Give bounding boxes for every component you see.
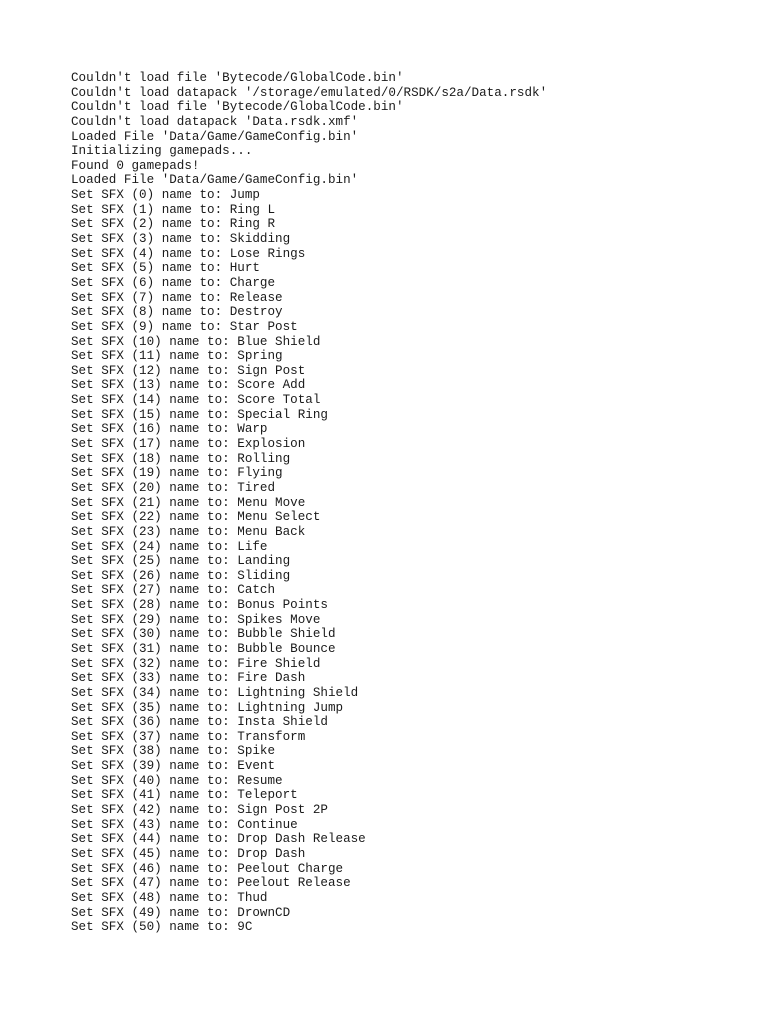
log-line: Set SFX (35) name to: Lightning Jump: [71, 700, 344, 715]
log-line: Set SFX (27) name to: Catch: [71, 583, 276, 598]
log-line: Set SFX (5) name to: Hurt: [71, 261, 260, 276]
log-line: Set SFX (24) name to: Life: [71, 539, 268, 554]
log-line: Set SFX (39) name to: Event: [71, 759, 276, 774]
log-line: Set SFX (20) name to: Tired: [71, 480, 276, 495]
log-line: Set SFX (14) name to: Score Total: [71, 393, 321, 408]
log-line: Set SFX (18) name to: Rolling: [71, 451, 291, 466]
log-line: Set SFX (29) name to: Spikes Move: [71, 612, 321, 627]
log-line: Set SFX (48) name to: Thud: [71, 890, 268, 905]
log-line: Set SFX (22) name to: Menu Select: [71, 510, 321, 525]
log-line: Set SFX (40) name to: Resume: [71, 773, 283, 788]
log-line: Set SFX (42) name to: Sign Post 2P: [71, 803, 328, 818]
log-line: Set SFX (30) name to: Bubble Shield: [71, 627, 336, 642]
log-line: Set SFX (28) name to: Bonus Points: [71, 598, 328, 613]
log-line: Set SFX (41) name to: Teleport: [71, 788, 298, 803]
log-line: Set SFX (31) name to: Bubble Bounce: [71, 641, 336, 656]
log-line: Set SFX (2) name to: Ring R: [71, 217, 276, 232]
log-line: Found 0 gamepads!: [71, 158, 200, 173]
log-line: Set SFX (38) name to: Spike: [71, 744, 276, 759]
log-line: Set SFX (45) name to: Drop Dash: [71, 846, 306, 861]
log-line: Set SFX (3) name to: Skidding: [71, 232, 291, 247]
log-line: Loaded File 'Data/Game/GameConfig.bin': [71, 129, 359, 144]
log-line: Set SFX (32) name to: Fire Shield: [71, 656, 321, 671]
log-line: Couldn't load datapack '/storage/emulated/0/RSDK/s2a/Data.rsdk': [71, 85, 548, 100]
log-line: Couldn't load datapack 'Data.rsdk.xmf': [71, 114, 359, 129]
log-line: Set SFX (6) name to: Charge: [71, 275, 276, 290]
log-line: Set SFX (33) name to: Fire Dash: [71, 671, 306, 686]
log-line: Set SFX (50) name to: 9C: [71, 920, 253, 935]
log-line: Set SFX (7) name to: Release: [71, 290, 283, 305]
log-line: Set SFX (10) name to: Blue Shield: [71, 334, 321, 349]
log-line: Set SFX (46) name to: Peelout Charge: [71, 861, 344, 876]
log-line: Set SFX (34) name to: Lightning Shield: [71, 685, 359, 700]
log-line: Set SFX (25) name to: Landing: [71, 554, 291, 569]
log-line: Set SFX (49) name to: DrownCD: [71, 905, 291, 920]
log-line: Loaded File 'Data/Game/GameConfig.bin': [71, 173, 359, 188]
log-line: Set SFX (44) name to: Drop Dash Release: [71, 832, 366, 847]
log-line: Set SFX (19) name to: Flying: [71, 466, 283, 481]
log-line: Set SFX (8) name to: Destroy: [71, 305, 283, 320]
log-line: Set SFX (11) name to: Spring: [71, 349, 283, 364]
log-line: Set SFX (13) name to: Score Add: [71, 378, 306, 393]
log-line: Set SFX (36) name to: Insta Shield: [71, 715, 328, 730]
console-log: [71, 71, 547, 935]
log-line: Set SFX (17) name to: Explosion: [71, 437, 306, 452]
log-line: Set SFX (15) name to: Special Ring: [71, 407, 328, 422]
log-line: Set SFX (9) name to: Star Post: [71, 319, 298, 334]
log-line: Set SFX (23) name to: Menu Back: [71, 524, 306, 539]
log-line: Set SFX (12) name to: Sign Post: [71, 363, 306, 378]
log-line: Set SFX (0) name to: Jump: [71, 188, 260, 203]
log-line: Set SFX (37) name to: Transform: [71, 729, 306, 744]
log-line: Set SFX (26) name to: Sliding: [71, 568, 291, 583]
log-line: Set SFX (16) name to: Warp: [71, 422, 268, 437]
log-line: Set SFX (47) name to: Peelout Release: [71, 876, 351, 891]
log-line: Set SFX (1) name to: Ring L: [71, 202, 276, 217]
log-line: Set SFX (43) name to: Continue: [71, 817, 298, 832]
log-line: Couldn't load file 'Bytecode/GlobalCode.bin': [71, 100, 404, 115]
log-line: Initializing gamepads...: [71, 144, 253, 159]
log-line: Couldn't load file 'Bytecode/GlobalCode.bin': [71, 71, 404, 85]
log-line: Set SFX (4) name to: Lose Rings: [71, 246, 306, 261]
log-line: Set SFX (21) name to: Menu Move: [71, 495, 306, 510]
